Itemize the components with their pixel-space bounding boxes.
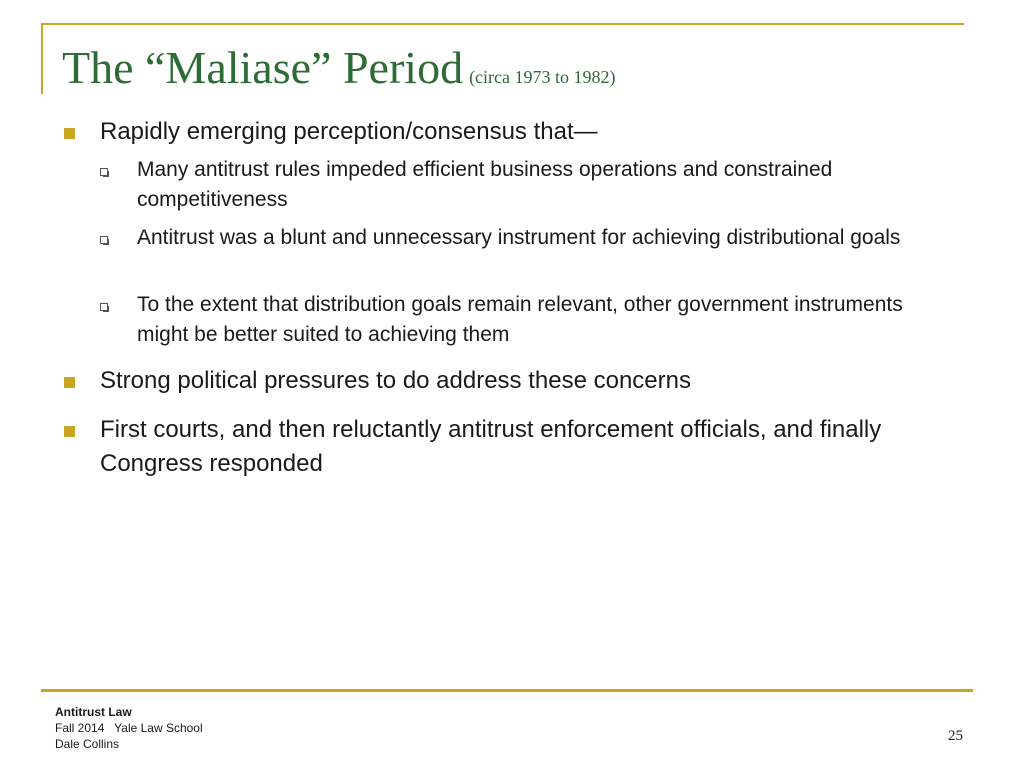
- footer: [55, 704, 203, 752]
- title-subtitle: (circa 1973 to 1982): [469, 67, 616, 87]
- bullet-square-icon: [64, 128, 75, 139]
- sub-bullet-item: Many antitrust rules impeded efficient business operations and constrained competitiveness: [137, 158, 833, 211]
- footer-author: Dale Collins: [55, 737, 120, 751]
- bullet-square-icon: [64, 377, 75, 388]
- bullet-item: Strong political pressures to do address these concerns: [100, 367, 691, 394]
- slide-title: [62, 40, 616, 96]
- title-main: The “Maliase” Period: [62, 42, 464, 93]
- checkbox-bullet-icon: [100, 303, 108, 311]
- left-rule: [41, 23, 43, 94]
- sub-bullet-item: To the extent that distribution goals remain relevant, other government instruments might be better suited to achieving them: [137, 293, 903, 346]
- page-number: 25: [948, 728, 963, 744]
- footer-term: Fall 2014 Yale Law School: [55, 721, 203, 735]
- top-rule: [41, 23, 964, 25]
- footer-course: Antitrust Law: [55, 705, 132, 719]
- footer-rule: [41, 689, 973, 692]
- bullet-item: First courts, and then reluctantly antitrust enforcement officials, and finally Congress responded: [100, 416, 882, 477]
- sub-bullet-item: Antitrust was a blunt and unnecessary instrument for achieving distributional goals: [137, 226, 901, 249]
- checkbox-bullet-icon: [100, 236, 108, 244]
- bullet-item: Rapidly emerging perception/consensus that—: [100, 118, 598, 145]
- checkbox-bullet-icon: [100, 168, 108, 176]
- bullet-square-icon: [64, 426, 75, 437]
